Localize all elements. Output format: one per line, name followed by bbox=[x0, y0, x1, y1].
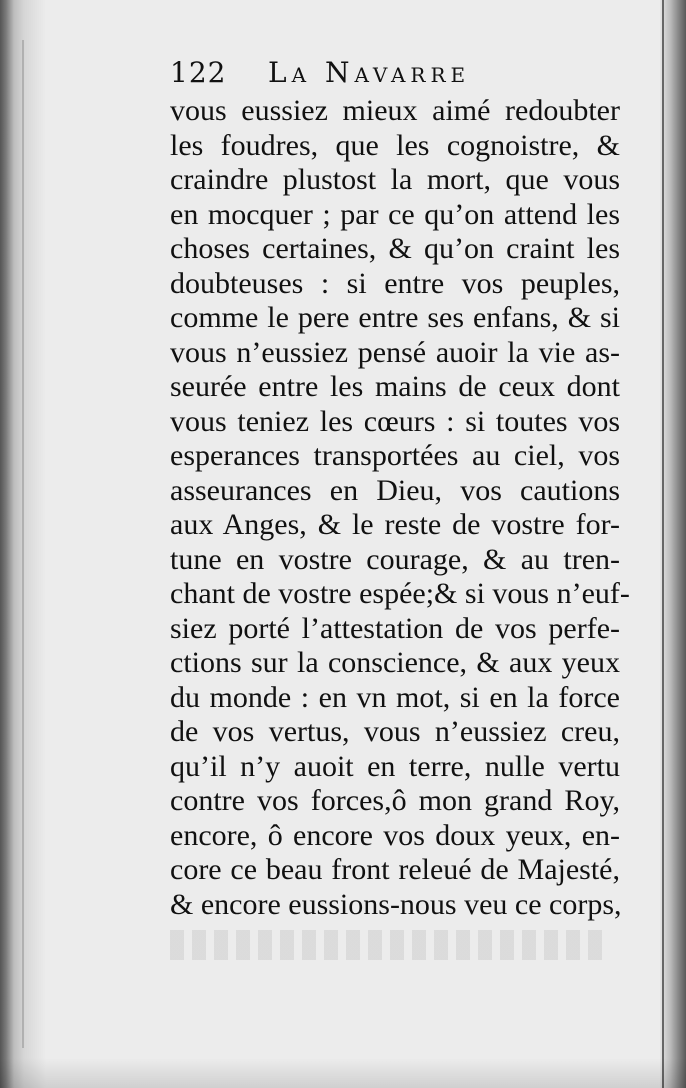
text-line: contre vos forces,ô mon grand Roy, bbox=[170, 784, 620, 817]
text-line: craindre plustost la mort, que vous bbox=[170, 163, 620, 196]
book-binding bbox=[0, 0, 46, 1088]
text-line: comme le pere entre ses enfans, & si bbox=[170, 301, 620, 334]
text-line: les foudres, que les cognoistre, & bbox=[170, 128, 620, 162]
text-line: qu’il n’y auoit en terre, nulle vertu bbox=[170, 749, 620, 783]
text-line: chant de vostre espée;& si vous n’euf- bbox=[170, 577, 630, 610]
page-edge-line bbox=[662, 0, 664, 1088]
text-line: & encore eussions-nous veu ce corps, bbox=[170, 887, 622, 921]
text-line: de vos vertus, vous n’eussiez creu, bbox=[170, 715, 620, 748]
text-line: core ce beau front releué de Majesté, bbox=[170, 853, 620, 886]
text-line: tune en vostre courage, & au tren- bbox=[170, 542, 620, 576]
text-line: asseurances en Dieu, vos cautions bbox=[170, 473, 620, 507]
text-line: choses certaines, & qu’on craint les bbox=[170, 232, 620, 265]
text-line: seurée entre les mains de ceux dont bbox=[170, 370, 620, 403]
text-line: vous n’eussiez pensé auoir la vie as- bbox=[170, 335, 620, 369]
text-line: doubteuses : si entre vos peuples, bbox=[170, 266, 620, 300]
page-header bbox=[170, 56, 610, 98]
text-line: du monde : en vn mot, si en la force bbox=[170, 680, 620, 714]
running-title: La Navarre bbox=[268, 56, 471, 89]
page-number: 122 bbox=[170, 56, 227, 89]
text-line: siez porté l’attestation de vos perfe- bbox=[170, 611, 620, 645]
text-line: aux Anges, & le reste de vostre for- bbox=[170, 508, 620, 541]
text-line: vous eussiez mieux aimé redoubter bbox=[170, 94, 620, 127]
body-text bbox=[170, 94, 630, 922]
text-line: ctions sur la conscience, & aux yeux bbox=[170, 646, 620, 679]
bottom-shadow bbox=[0, 1058, 686, 1088]
bleed-through-shadow bbox=[170, 930, 610, 960]
text-line: vous teniez les cœurs : si toutes vos bbox=[170, 404, 620, 438]
text-line: esperances transportées au ciel, vos bbox=[170, 439, 620, 472]
text-line: en mocquer ; par ce qu’on attend les bbox=[170, 197, 620, 231]
text-line: encore, ô encore vos doux yeux, en- bbox=[170, 818, 620, 852]
